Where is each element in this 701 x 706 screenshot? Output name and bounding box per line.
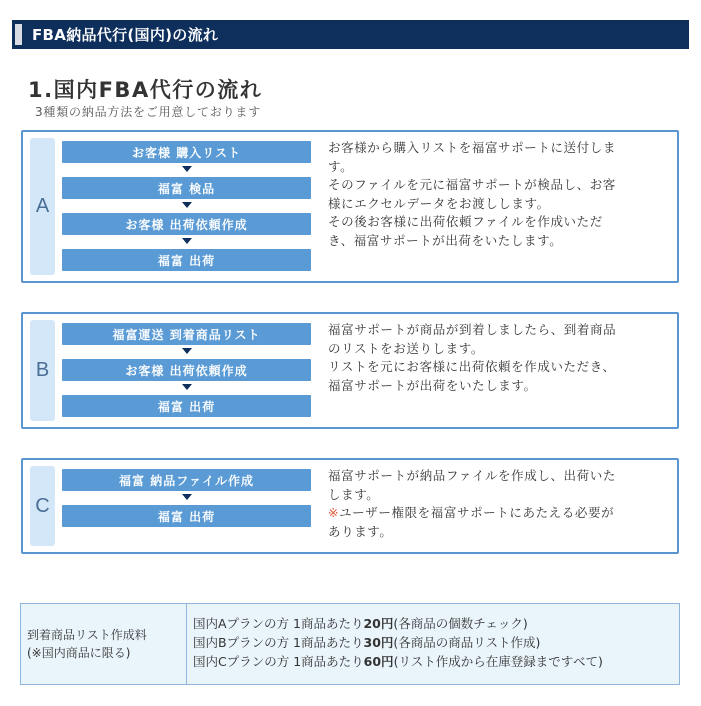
flow-a-step-4: 福富 出荷 (62, 249, 311, 271)
description-line: 様にエクセルデータをお渡しします。 (328, 195, 550, 211)
fee-row (193, 614, 603, 633)
flow-c-description (328, 467, 663, 541)
down-arrow-icon (182, 166, 192, 172)
description-line: のリストをお送りします。 (328, 340, 484, 356)
fee-price: 20円 (363, 616, 394, 631)
description-line: き、福富サポートが出荷をいたします。 (328, 232, 563, 248)
flow-b-step-2: お客様 出荷依頼作成 (62, 359, 311, 381)
fee-plan: 国内Cプランの方 1商品あたり (193, 654, 364, 669)
fee-plan: 国内Aプランの方 1商品あたり (193, 616, 364, 631)
fee-price: 30円 (363, 635, 394, 650)
header-accent (15, 24, 22, 45)
description-line: お客様から購入リストを福富サポートに送付しま (328, 140, 616, 155)
fee-label-note: (※国内商品に限る) (27, 646, 131, 660)
fee-table (20, 603, 680, 685)
flow-a-step-2: 福富 検品 (62, 177, 311, 199)
flow-c-step-2: 福富 出荷 (62, 505, 311, 527)
fee-plan: 国内Bプランの方 1商品あたり (193, 635, 364, 650)
note-text: ユーザー権限を福富サポートにあたえる必要が (339, 505, 615, 520)
description-line: 福富サポートが納品ファイルを作成し、出荷いた (328, 468, 616, 483)
description-line: します。 (328, 486, 380, 502)
description-line: す。 (328, 158, 354, 174)
flow-c-step-1: 福富 納品ファイル作成 (62, 469, 311, 491)
down-arrow-icon (182, 202, 192, 208)
note-mark: ※ (328, 505, 340, 520)
section-subtitle: 3種類の納品方法をご用意しております (35, 105, 262, 119)
fee-detail: (各商品の個数チェック) (393, 616, 528, 631)
flow-letter-b: B (30, 320, 55, 421)
note-line (328, 504, 663, 523)
fee-detail: (各商品の商品リスト作成) (393, 635, 541, 650)
flow-box-b (21, 312, 679, 429)
description-line: その後お客様に出荷依頼ファイルを作成いただ (328, 214, 603, 229)
description-line: 福富サポートが出荷をいたします。 (328, 377, 537, 393)
flow-b-step-3: 福富 出荷 (62, 395, 311, 417)
description-line: そのファイルを元に福富サポートが検品し、お客 (328, 177, 616, 192)
description-line: 福富サポートが商品が到着しましたら、到着商品 (328, 322, 617, 337)
note-line: あります。 (328, 523, 393, 539)
fee-label: 到着商品リスト作成料 (27, 628, 147, 642)
down-arrow-icon (182, 384, 192, 390)
flow-box-a (21, 130, 679, 283)
fee-label-cell (21, 604, 187, 684)
header-bar (12, 20, 689, 49)
flow-letter-a: A (30, 138, 55, 275)
flow-a-step-3: お客様 出荷依頼作成 (62, 213, 311, 235)
flow-a-description (328, 139, 663, 250)
flow-a-step-1: お客様 購入リスト (62, 141, 311, 163)
description-line: リストを元にお客様に出荷依頼を作成いただき、 (328, 359, 616, 374)
down-arrow-icon (182, 348, 192, 354)
down-arrow-icon (182, 238, 192, 244)
fee-rows-cell (187, 604, 603, 684)
fee-row (193, 633, 603, 652)
flow-b-description (328, 321, 663, 395)
header-title: FBA納品代行(国内)の流れ (32, 26, 219, 44)
flow-box-c (21, 458, 679, 554)
fee-price: 60円 (363, 654, 394, 669)
flow-b-step-1: 福富運送 到着商品リスト (62, 323, 311, 345)
fee-detail: (リスト作成から在庫登録まですべて) (393, 654, 603, 669)
flow-letter-c: C (30, 466, 55, 546)
section-title: 1.国内FBA代行の流れ (28, 78, 263, 102)
fee-row (193, 652, 603, 671)
down-arrow-icon (182, 494, 192, 500)
